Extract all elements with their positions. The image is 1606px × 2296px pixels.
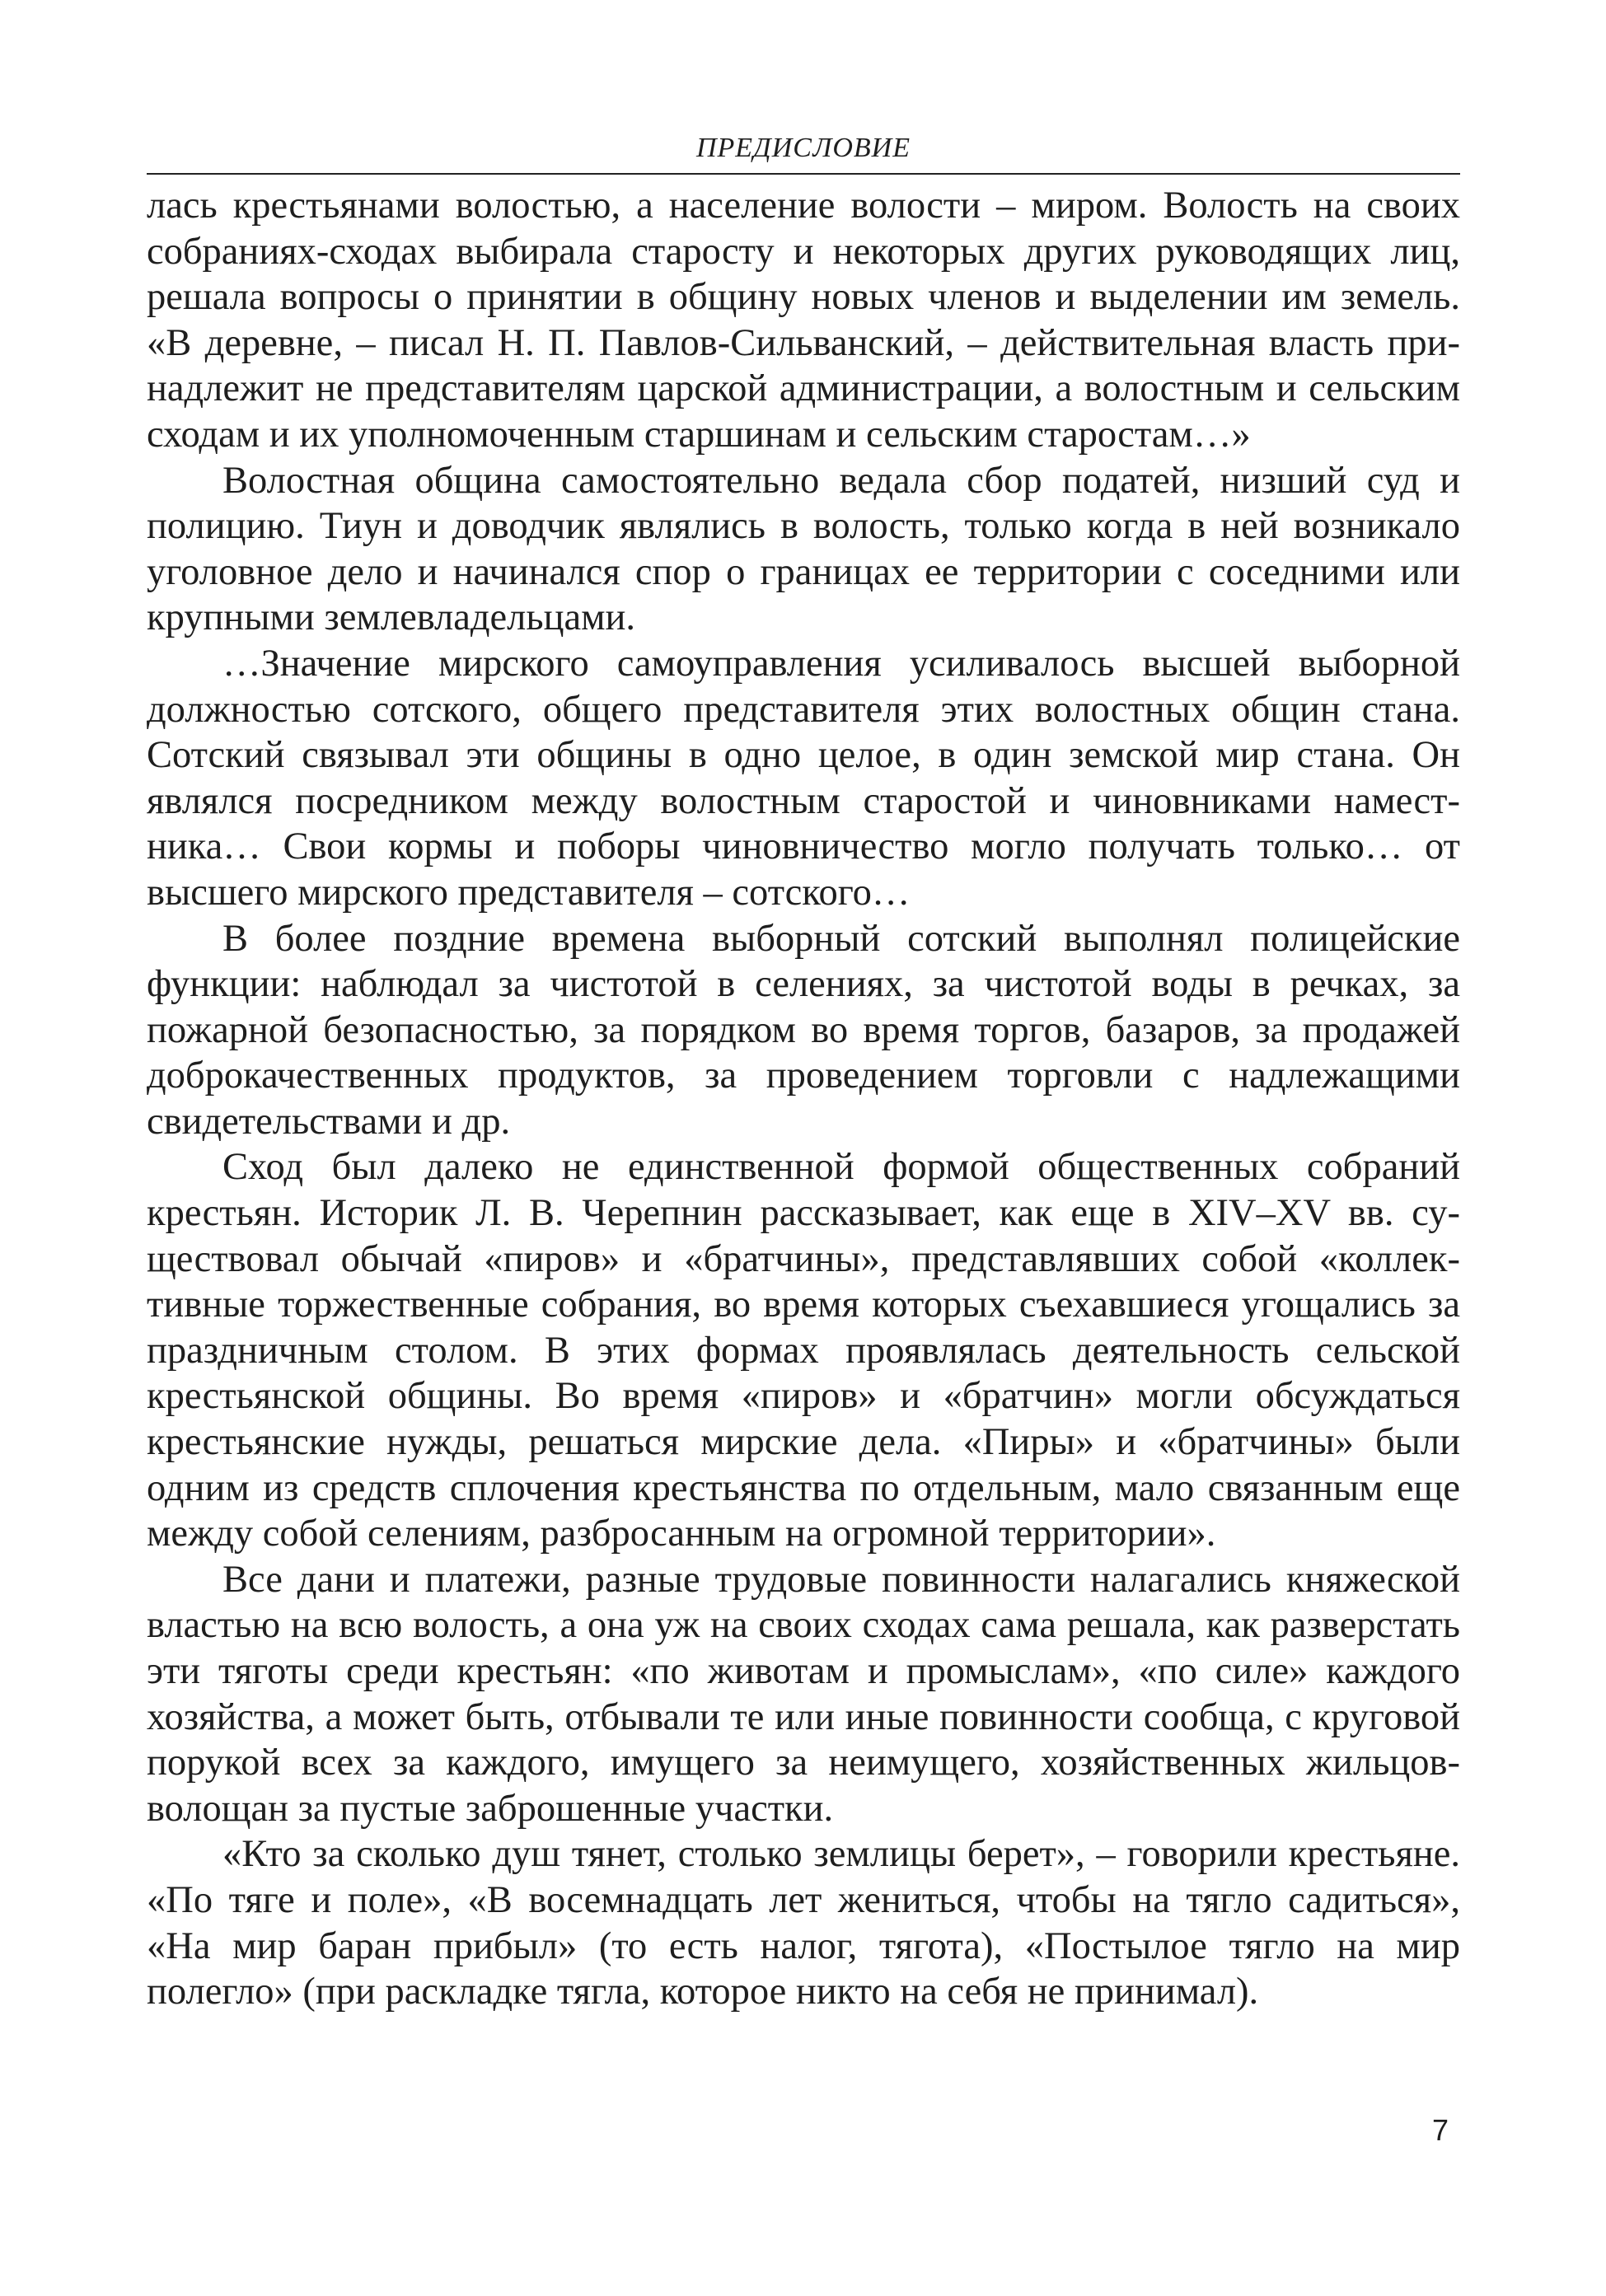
running-header: ПРЕДИСЛОВИЕ xyxy=(695,133,911,163)
paragraph: Волостная община самостоятельно ведала сбор податей, низший суд и полицию. Тиун и доводчик являлись в волость, только когда в ней возникало уголовное дело и начинался спор о границах ее территории с соседними или крупными землевладельцами. xyxy=(147,459,1460,639)
body-text xyxy=(147,183,1460,2015)
paragraph: В более поздние времена выборный сотский выполнял полицейские функции: наблюдал за чистотой в селениях, за чистотой воды в речках, за пожарной безопасностью, за порядком во время торгов, базаров, за продажей доброкачественных продуктов, за проведением торговли с надлежащими свидетельствами и др. xyxy=(147,917,1460,1143)
paragraph: «Кто за сколько душ тянет, столько землицы берет», – говорили крестьяне. «По тяге и поле», «В восемнадцать лет жениться, чтобы на тягло садиться», «На мир баран прибыл» (то есть налог, тягота), «Постылое тягло на мир полегло» (при раскладке тягла, которое никто на себя не принимал). xyxy=(147,1833,1460,2013)
header-rule xyxy=(147,173,1460,175)
paragraph: лась крестьянами волостью, а население волости – миром. Волость на своих собраниях-сходах выбирала старосту и некоторых других руководящих лиц, решала вопросы о принятии в общину новых членов и выделении им земель. «В деревне, – писал Н. П. Павлов-Сильванский, – действительная власть принадлежит не представителям царской администрации, а волостным и сельским сходам и их уполномоченным старшинам и сельским старостам…» xyxy=(147,185,1460,456)
page xyxy=(147,132,1460,2015)
page-number: 7 xyxy=(1431,2113,1449,2147)
paragraph: …Значение мирского самоуправления усиливалось высшей выборной должностью сотского, общего представителя этих волостных общин стана. Сотский связывал эти общины в одно целое, в один земской мир стана. Он являлся посредником между волостным старостой и чиновниками наместника… Свои кормы и поборы чиновничество могло получать только… от высшего мирского представителя – сотского… xyxy=(147,642,1460,914)
paragraph: Сход был далеко не единственной формой общественных собраний крестьян. Историк Л. В. Черепнин рассказывает, как еще в XIV–XV вв. существовал обычай «пиров» и «братчины», представлявших собой «коллективные торжественные собрания, во время которых съехавшиеся угощались за праздничным столом. В этих формах проявлялась деятельность сельской крестьянской общины. Во время «пиров» и «братчин» могли обсуждаться крестьянские нужды, решаться мирские дела. «Пиры» и «братчины» были одним из средств сплочения крестьянства по отдельным, мало связанным еще между собой селениям, разбросанным на огромной территории». xyxy=(147,1146,1460,1555)
paragraph: Все дани и платежи, разные трудовые повинности налагались княжеской властью на всю волость, а она уж на своих сходах сама решала, как разверстать эти тяготы среди крестьян: «по животам и промыслам», «по силе» каждого хозяйства, а может быть, отбывали те или иные повинности сообща, с круговой порукой всех за каждого, имущего за неимущего, хозяйственных жильцов-волощан за пустые заброшенные участки. xyxy=(147,1558,1460,1830)
